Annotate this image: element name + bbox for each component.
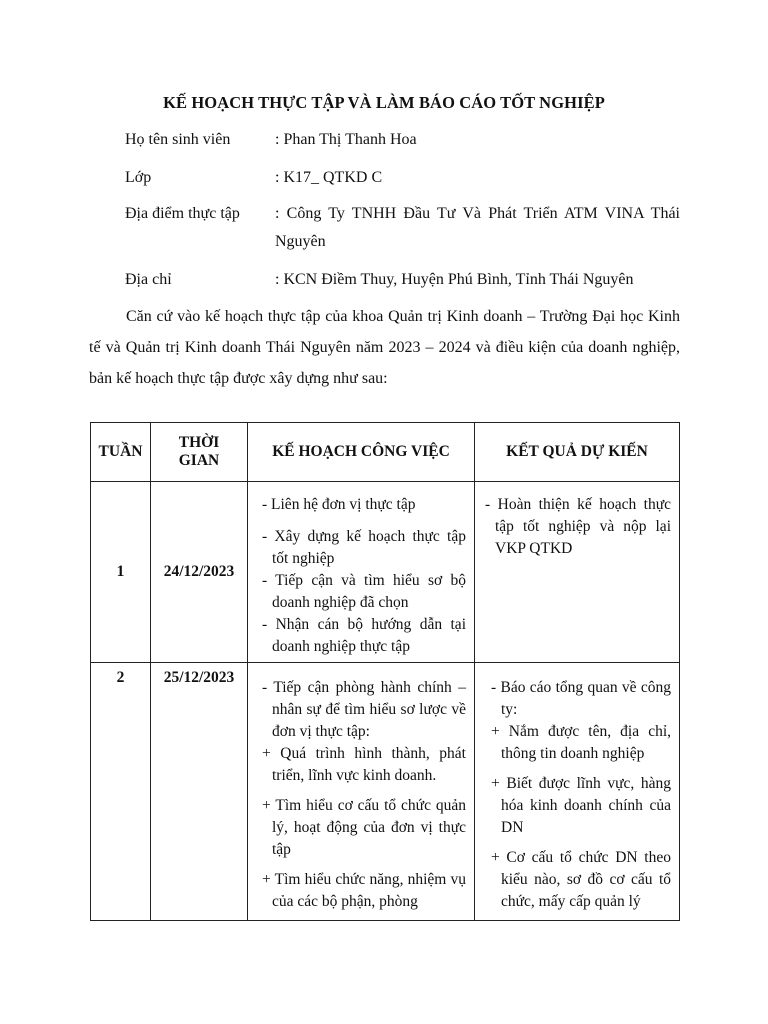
- header-week: TUẦN: [91, 423, 151, 482]
- list-item: - Hoàn thiện kế hoạch thực tập tốt nghiệp và nộp lại VKP QTKD: [485, 496, 671, 557]
- header-time-line1: THỜI: [178, 434, 220, 451]
- document-title: KẾ HOẠCH THỰC TẬP VÀ LÀM BÁO CÁO TỐT NGHIỆP: [163, 93, 605, 112]
- row1-date: 24/12/2023: [151, 482, 248, 663]
- info-class-label: Lớp: [125, 169, 152, 186]
- list-item: + Biết được lĩnh vực, hàng hóa kinh doanh chính của DN: [491, 775, 671, 836]
- info-place-value: [275, 200, 680, 256]
- list-item: + Tìm hiểu chức năng, nhiệm vụ của các bộ phận, phòng: [262, 871, 466, 910]
- list-item: + Quá trình hình thành, phát triển, lĩnh vực kinh doanh.: [262, 745, 466, 784]
- row1-week: 1: [91, 482, 151, 663]
- header-time-line2: GIAN: [178, 452, 220, 469]
- info-place-value-line1: : Công Ty TNHH Đầu Tư Và Phát Triển ATM VINA Thái: [275, 205, 680, 222]
- row1-result-list: [481, 494, 671, 560]
- list-item: + Tìm hiểu cơ cấu tổ chức quản lý, hoạt động của đơn vị thực tập: [262, 797, 466, 858]
- list-item: + Nắm được tên, địa chỉ, thông tin doanh nghiệp: [491, 723, 671, 762]
- row2-results: [475, 663, 680, 921]
- row2-week: 2: [91, 663, 151, 921]
- row1-tasks: [248, 482, 475, 663]
- info-student-value: : Phan Thị Thanh Hoa: [275, 131, 417, 148]
- table-header-row: [91, 423, 680, 482]
- row1-results: [475, 482, 680, 663]
- header-time: [151, 423, 248, 482]
- list-item: - Báo cáo tổng quan về công ty:: [491, 679, 671, 718]
- list-item: - Xây dựng kế hoạch thực tập tốt nghiệp: [262, 528, 466, 567]
- list-item: - Tiếp cận và tìm hiểu sơ bộ doanh nghiệp đã chọn: [262, 572, 466, 611]
- intro-paragraph: Căn cứ vào kế hoạch thực tập của khoa Quản trị Kinh doanh – Trường Đại học Kinh tế và Quản trị Kinh doanh Thái Nguyên năm 2023 – 2024 và điều kiện của doanh nghiệp, bản kế hoạch thực tập được xây dựng như sau:: [89, 308, 680, 387]
- table-row: [91, 663, 680, 921]
- row1-task-list: [258, 494, 466, 658]
- plan-table: [90, 422, 680, 921]
- info-place-value-line2: Nguyên: [275, 233, 326, 250]
- list-item: - Liên hệ đơn vị thực tập: [262, 496, 416, 513]
- row2-tasks: [248, 663, 475, 921]
- info-address-label: Địa chỉ: [125, 271, 172, 288]
- info-class-value: : K17_ QTKD C: [275, 169, 383, 186]
- info-place-label: Địa điểm thực tập: [125, 205, 240, 222]
- row2-date: 25/12/2023: [151, 663, 248, 921]
- header-plan: KẾ HOẠCH CÔNG VIỆC: [248, 423, 475, 482]
- info-student-label: Họ tên sinh viên: [125, 131, 231, 148]
- row2-result-list: [487, 677, 671, 913]
- info-address-value: : KCN Điềm Thuy, Huyện Phú Bình, Tỉnh Thái Nguyên: [275, 271, 634, 288]
- row2-task-list: [258, 677, 466, 913]
- list-item: - Tiếp cận phòng hành chính – nhân sự để tìm hiểu sơ lược về đơn vị thực tập:: [262, 679, 466, 740]
- list-item: - Nhận cán bộ hướng dẫn tại doanh nghiệp thực tập: [262, 616, 466, 655]
- header-result: KẾT QUẢ DỰ KIẾN: [475, 423, 680, 482]
- list-item: + Cơ cấu tổ chức DN theo kiểu nào, sơ đồ cơ cấu tổ chức, mấy cấp quản lý: [491, 849, 671, 910]
- table-row: [91, 482, 680, 663]
